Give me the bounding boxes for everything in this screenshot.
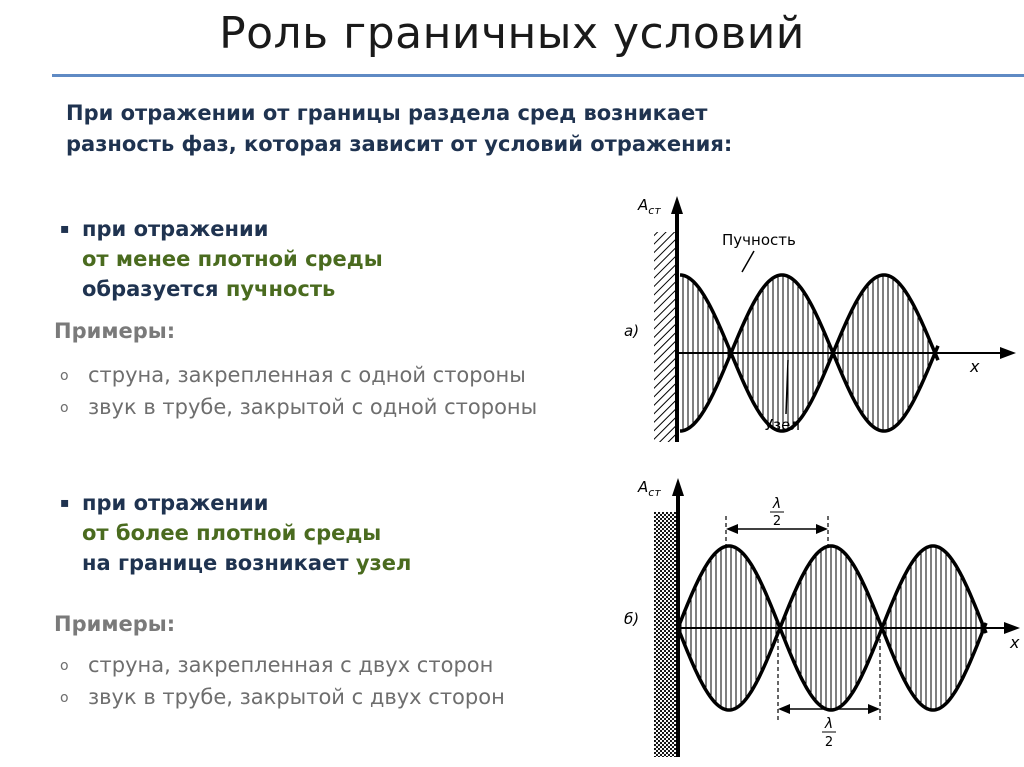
bullet-square-icon: ▪ bbox=[60, 495, 70, 511]
standing-wave-antinode-diagram bbox=[614, 190, 1024, 450]
y-axis-arrow-icon bbox=[672, 478, 684, 496]
x-axis-arrow-icon bbox=[1000, 347, 1016, 359]
dimension-arrow-right-icon bbox=[816, 524, 828, 534]
half-wave-bottom-numerator: λ bbox=[824, 716, 834, 732]
case-antinode-line-2: от менее плотной среды bbox=[82, 247, 383, 271]
case-antinode-highlight: пучность bbox=[225, 277, 336, 301]
half-wave-top-denominator: 2 bbox=[772, 514, 782, 529]
intro-line-2: разность фаз, которая зависит от условий отражения: bbox=[66, 132, 733, 156]
case-antinode-text bbox=[60, 214, 383, 304]
case-node-line-1-text: при отражении bbox=[82, 491, 269, 515]
y-axis-label: $A_{ст}$ bbox=[638, 196, 661, 217]
circle-bullet-icon: o bbox=[60, 658, 69, 674]
title-divider bbox=[52, 74, 1024, 77]
x-axis-label: x bbox=[970, 357, 980, 376]
wall-dotted bbox=[654, 512, 676, 757]
case-antinode-examples bbox=[60, 360, 537, 424]
antinode-pointer bbox=[742, 251, 754, 272]
circle-bullet-icon: o bbox=[60, 368, 69, 384]
half-wave-bottom-denominator: 2 bbox=[824, 735, 834, 750]
circle-bullet-icon: o bbox=[60, 400, 69, 416]
case-node-examples-title: Примеры: bbox=[54, 612, 176, 636]
wave-upper-envelope bbox=[678, 546, 986, 628]
circle-bullet-icon: o bbox=[60, 690, 69, 706]
example-item bbox=[60, 650, 505, 682]
antinode-label: Пучность bbox=[722, 231, 796, 249]
example-text: струна, закрепленная с двух сторон bbox=[88, 653, 494, 677]
intro-line-1: При отражении от границы раздела сред возникает bbox=[66, 101, 708, 125]
example-item bbox=[60, 392, 537, 424]
example-item bbox=[60, 360, 537, 392]
wall-hatch bbox=[654, 232, 676, 442]
x-axis-label: x bbox=[1010, 633, 1020, 652]
example-text: звук в трубе, закрытой с одной стороны bbox=[88, 395, 538, 419]
dimension-arrow-left-icon bbox=[778, 704, 790, 714]
y-axis-arrow-icon bbox=[671, 196, 683, 214]
case-node-text bbox=[60, 488, 411, 578]
bullet-square-icon: ▪ bbox=[60, 221, 70, 237]
dimension-arrow-right-icon bbox=[868, 704, 880, 714]
case-node-highlight: узел bbox=[355, 551, 412, 575]
wave-lower-envelope bbox=[680, 353, 938, 431]
case-node-line-1 bbox=[60, 488, 411, 518]
case-antinode-line-3 bbox=[60, 274, 383, 304]
wave-upper-envelope bbox=[680, 275, 938, 353]
case-antinode-examples-title: Примеры: bbox=[54, 319, 176, 343]
panel-label: а) bbox=[624, 322, 640, 340]
case-node-line-3 bbox=[60, 548, 411, 578]
node-label: Узел bbox=[764, 416, 800, 434]
example-text: струна, закрепленная с одной стороны bbox=[88, 363, 526, 387]
slide-title: Роль граничных условий bbox=[219, 8, 805, 59]
intro-text bbox=[66, 98, 926, 160]
y-axis-label: $A_{ст}$ bbox=[638, 478, 661, 499]
case-node-line-2: от более плотной среды bbox=[82, 521, 382, 545]
wave-lower-envelope bbox=[678, 628, 986, 710]
example-text: звук в трубе, закрытой с двух сторон bbox=[88, 685, 505, 709]
half-wave-top-numerator: λ bbox=[772, 496, 782, 512]
case-antinode-line-1-text: при отражении bbox=[82, 217, 269, 241]
panel-label: б) bbox=[624, 610, 640, 628]
case-antinode-line-3-prefix: образуется bbox=[82, 277, 219, 301]
standing-wave-node-diagram bbox=[614, 472, 1024, 762]
dimension-arrow-left-icon bbox=[726, 524, 738, 534]
example-item bbox=[60, 682, 505, 714]
case-node-examples bbox=[60, 650, 505, 714]
case-antinode-line-1 bbox=[60, 214, 383, 244]
case-node-line-3-prefix: на границе возникает bbox=[82, 551, 349, 575]
